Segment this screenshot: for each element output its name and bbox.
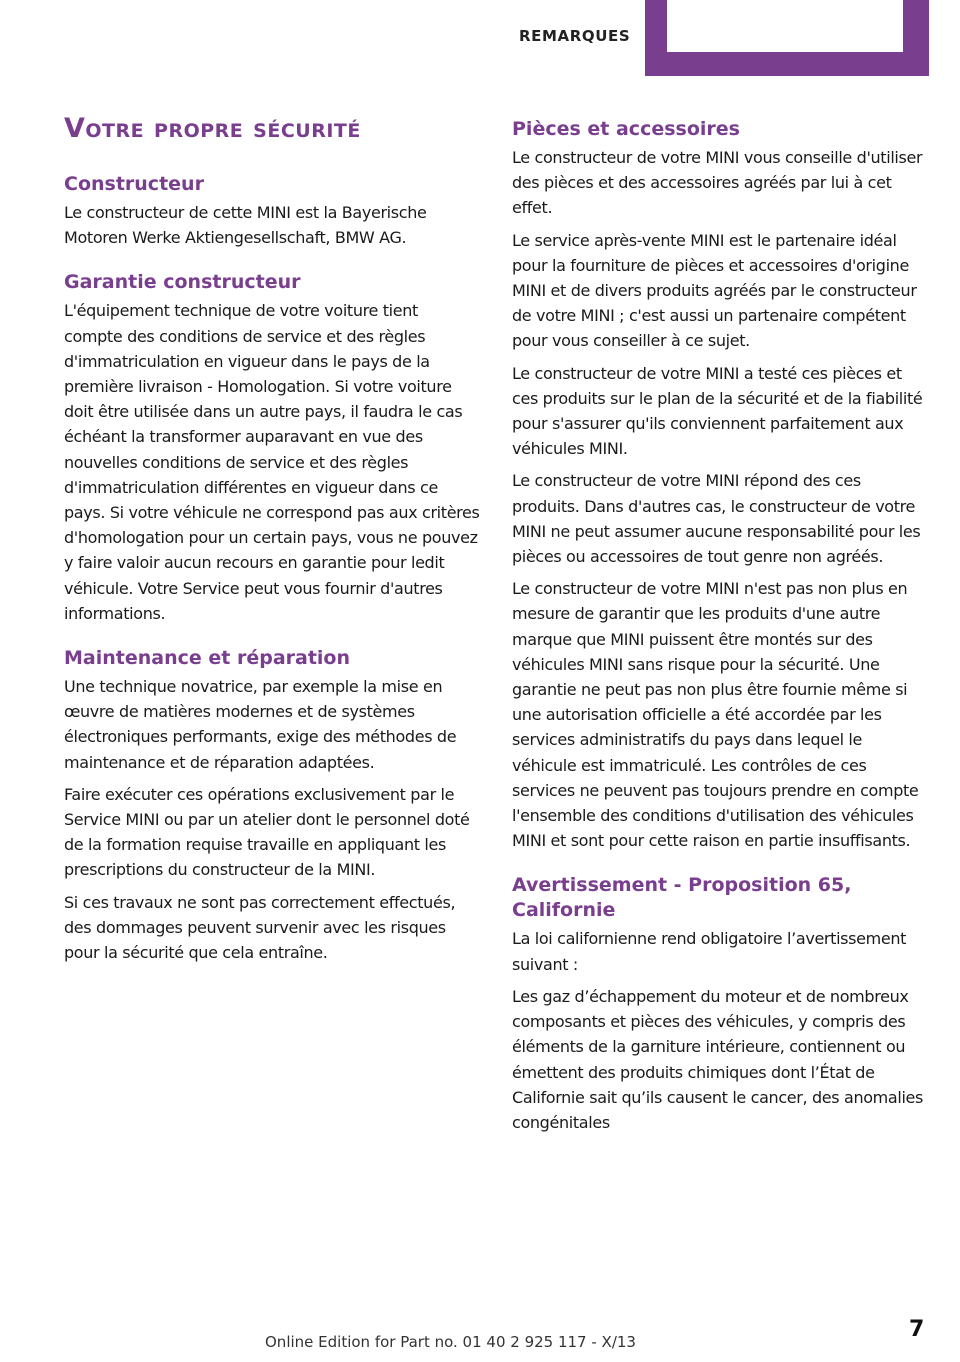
section-garantie-constructeur <box>64 270 480 626</box>
paragraph: Le constructeur de cette MINI est la Bayerische Motoren Werke Aktiengesellschaft, BMW AG. <box>64 203 427 248</box>
page-number: 7 <box>909 1317 925 1342</box>
paragraph: L'équipement technique de votre voiture tient compte des conditions de service et des règles d'immatriculation en vigueur dans le pays de la première livraison - Homologation. Si votre voiture doit être utilisée dans un autre pays, il faudra le cas échéant la transformer auparavant en vue des nouvelles conditions de service et des règles d'immatriculation différentes en vigueur dans ce pays. Si votre véhicule ne correspond pas aux critères d'homologation pour un certain pays, vous ne pouvez y faire valoir aucun recours en garantie pour ledit véhicule. Votre Service peut vous fournir d'autres informations. <box>64 301 480 623</box>
chapter-label: REMARQUES <box>519 27 631 45</box>
section-heading: Constructeur <box>64 173 204 195</box>
page-title: Votre propre sécurité <box>64 113 361 144</box>
section-heading: Avertissement - Proposition 65, Californie <box>512 874 852 922</box>
paragraph: Une technique novatrice, par exemple la mise en œuvre de matières modernes et de systèmes électroniques performants, exige des méthodes de maintenance et de réparation adaptées. <box>64 677 457 772</box>
footer-edition: Online Edition for Part no. 01 40 2 925 117 - X/13 <box>265 1333 636 1351</box>
right-column <box>512 112 928 1155</box>
paragraph: Le constructeur de votre MINI a testé ces pièces et ces produits sur le plan de la sécurité et de la fiabilité pour s'assurer qu'ils conviennent parfaitement aux véhicules MINI. <box>512 363 923 459</box>
section-heading: Pièces et accessoires <box>512 118 740 140</box>
paragraph: Faire exécuter ces opérations exclusivement par le Service MINI ou par un atelier dont le personnel doté de la formation requise travaille en appliquant les prescriptions du constructeur de la MINI. <box>64 784 470 880</box>
paragraph: Le constructeur de votre MINI vous conseille d'utiliser des pièces et des accessoires agréés par lui à cet effet. <box>512 148 923 218</box>
paragraph: Si ces travaux ne sont pas correctement effectués, des dommages peuvent survenir avec les risques pour la sécurité que cela entraîne. <box>64 892 456 963</box>
paragraph: Le constructeur de votre MINI n'est pas non plus en mesure de garantir que les produits d'une autre marque que MINI puissent être montés sur des véhicules MINI sans risque pour la sécurité. Une garantie ne peut pas non plus être fournie même si une autorisation officielle a été accordée par les services administratifs du pays dans lequel le véhicule est immatriculé. Les contrôles de ces services ne peuvent pas toujours prendre en compte l'ensemble des conditions d'utilisation des véhicules MINI et sont pour cette raison en partie insuffisants. <box>512 579 919 851</box>
section-maintenance-reparation <box>64 646 480 965</box>
paragraph: La loi californienne rend obligatoire l’avertissement suivant : <box>512 929 907 974</box>
section-pieces-accessoires <box>512 117 928 853</box>
section-heading: Garantie constructeur <box>64 271 301 294</box>
section-heading: Maintenance et réparation <box>64 647 351 670</box>
paragraph: Le service après-vente MINI est le partenaire idéal pour la fourniture de pièces et accessoires d'origine MINI et de divers produits agréés par le constructeur de votre MINI ; c'est aussi un partenaire compétent pour vous conseiller à ce sujet. <box>512 230 917 351</box>
paragraph: Les gaz d’échappement du moteur et de nombreux composants et pièces des véhicules, y compris des éléments de la garniture intérieure, contiennent ou émettent des produits chimiques dont l’État de Californie sait qu’ils causent le cancer, des anomalies congénitales <box>512 986 924 1132</box>
left-column <box>64 112 480 985</box>
chapter-tab-inner <box>667 0 903 52</box>
section-constructeur <box>64 172 480 250</box>
paragraph: Le constructeur de votre MINI répond des ces produits. Dans d'autres cas, le constructeur de votre MINI ne peut assumer aucune responsabilité pour les pièces ou accessoires de tout genre non agréés. <box>512 471 921 567</box>
section-proposition-65 <box>512 873 928 1135</box>
